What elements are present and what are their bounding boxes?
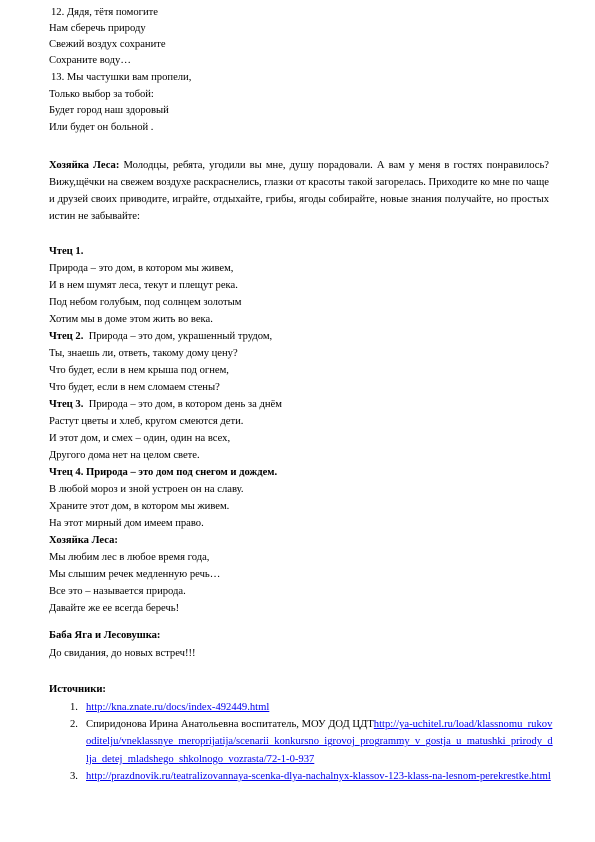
verse-line: И этот дом, и смех – один, один на всех, (49, 433, 231, 444)
poem-line: 12. Дядя, тётя помогите (51, 7, 159, 18)
poem-line: Свежий воздух сохраните (49, 39, 166, 50)
source-link[interactable]: http://prazdnovik.ru/teatralizovannaya-scenka-dlya-nachalnyx-klassov-123-klass-na-lesnom-perekrestke.html (86, 770, 551, 782)
list-item (49, 699, 554, 716)
verse-line: Ты, знаешь ли, ответь, такому дому цену? (49, 348, 238, 359)
reader-label: Чтец 2. (49, 331, 84, 342)
source-link[interactable]: http://kna.znate.ru/docs/index-492449.html (86, 702, 270, 713)
verse-text: Природа – это дом, украшенный трудом, (83, 331, 273, 342)
item-number: 3. (70, 770, 78, 782)
farewell-text: До свидания, до новых встреч!!! (49, 648, 196, 659)
verse-line: Под небом голубым, под солнцем золотым (49, 297, 242, 308)
speaker-label: Баба Яга и Лесовушка: (49, 630, 161, 641)
sources-title: Источники: (49, 684, 106, 695)
verse-line: Что будет, если в нем сломаем стены? (49, 382, 220, 393)
poem-line: Сохраните воду… (49, 55, 131, 66)
verse-line: В любой мороз и зной устроен он на славу. (49, 484, 244, 495)
list-item (49, 716, 554, 768)
verse-line: Что будет, если в нем крыша под огнем, (49, 365, 229, 376)
list-item (49, 768, 554, 785)
verse-line: Хотим мы в доме этом жить во века. (49, 314, 213, 325)
poem-line: 13. Мы частушки вам пропели, (51, 72, 192, 83)
verse-line: Мы слышим речек медленную речь… (49, 569, 221, 580)
verse-text: Природа – это дом, в котором день за днём (83, 399, 282, 410)
verse-line: Мы любим лес в любое время года, (49, 552, 210, 563)
reader-line (49, 398, 282, 411)
reader-label: Чтец 3. (49, 399, 84, 410)
verse-line: И в нем шумят леса, текут и плещут река. (49, 280, 238, 291)
item-number: 2. (70, 719, 78, 731)
sources-list (49, 699, 554, 785)
reader-label: Чтец 4. Природа – это дом под снегом и дождем. (49, 467, 278, 478)
poem-line: Будет город наш здоровый (49, 105, 169, 116)
poem-line: Нам сберечь природу (49, 23, 146, 34)
speaker-label: Хозяйка Леса: (49, 160, 120, 171)
verse-line: Природа – это дом, в котором мы живем, (49, 263, 234, 274)
source-link[interactable]: http://ya-uchitel.ru/load/klassnomu_rukovoditelju/vneklassnye_meroprijatija/scenarii_konkursno_igrovoj_programmy_v_gostja_u_matushki_prirody_dlja_detej_mladshego_shkolnogo_vozrasta/72-1-0-937 (86, 719, 553, 765)
verse-line: Все это – называется природа. (49, 586, 186, 597)
verse-line: Растут цветы и хлеб, кругом смеются дети. (49, 416, 244, 427)
item-number: 1. (70, 702, 78, 713)
poem-line: Только выбор за тобой: (49, 89, 154, 100)
speech-text: Молодцы, ребята, угодили вы мне, душу порадовали. А вам у меня в гостях понравилось? Вижу,щёчки на свежем воздухе раскраснелись, глазки от красоты такой загорелась. Приходите ко мне по чаще и друзей своих приводите, играйте, отдыхайте, грибы, ягоды собирайте, новые знания получайте, но простых истин не забывайте: (49, 160, 549, 222)
verse-line: На этот мирный дом имеем право. (49, 518, 204, 529)
reader-line (49, 330, 272, 343)
hostess-speech-paragraph (49, 157, 549, 225)
poem-line: Или будет он больной . (49, 122, 154, 133)
verse-line: Храните этот дом, в котором мы живем. (49, 501, 230, 512)
source-author: Спиридонова Ирина Анатольевна воспитатель, МОУ ДОД ЦДТ (86, 719, 374, 731)
reader-label: Чтец 1. (49, 246, 84, 257)
speaker-label: Хозяйка Леса: (49, 535, 118, 546)
verse-line: Другого дома нет на целом свете. (49, 450, 200, 461)
verse-line: Давайте же ее всегда беречь! (49, 603, 180, 614)
